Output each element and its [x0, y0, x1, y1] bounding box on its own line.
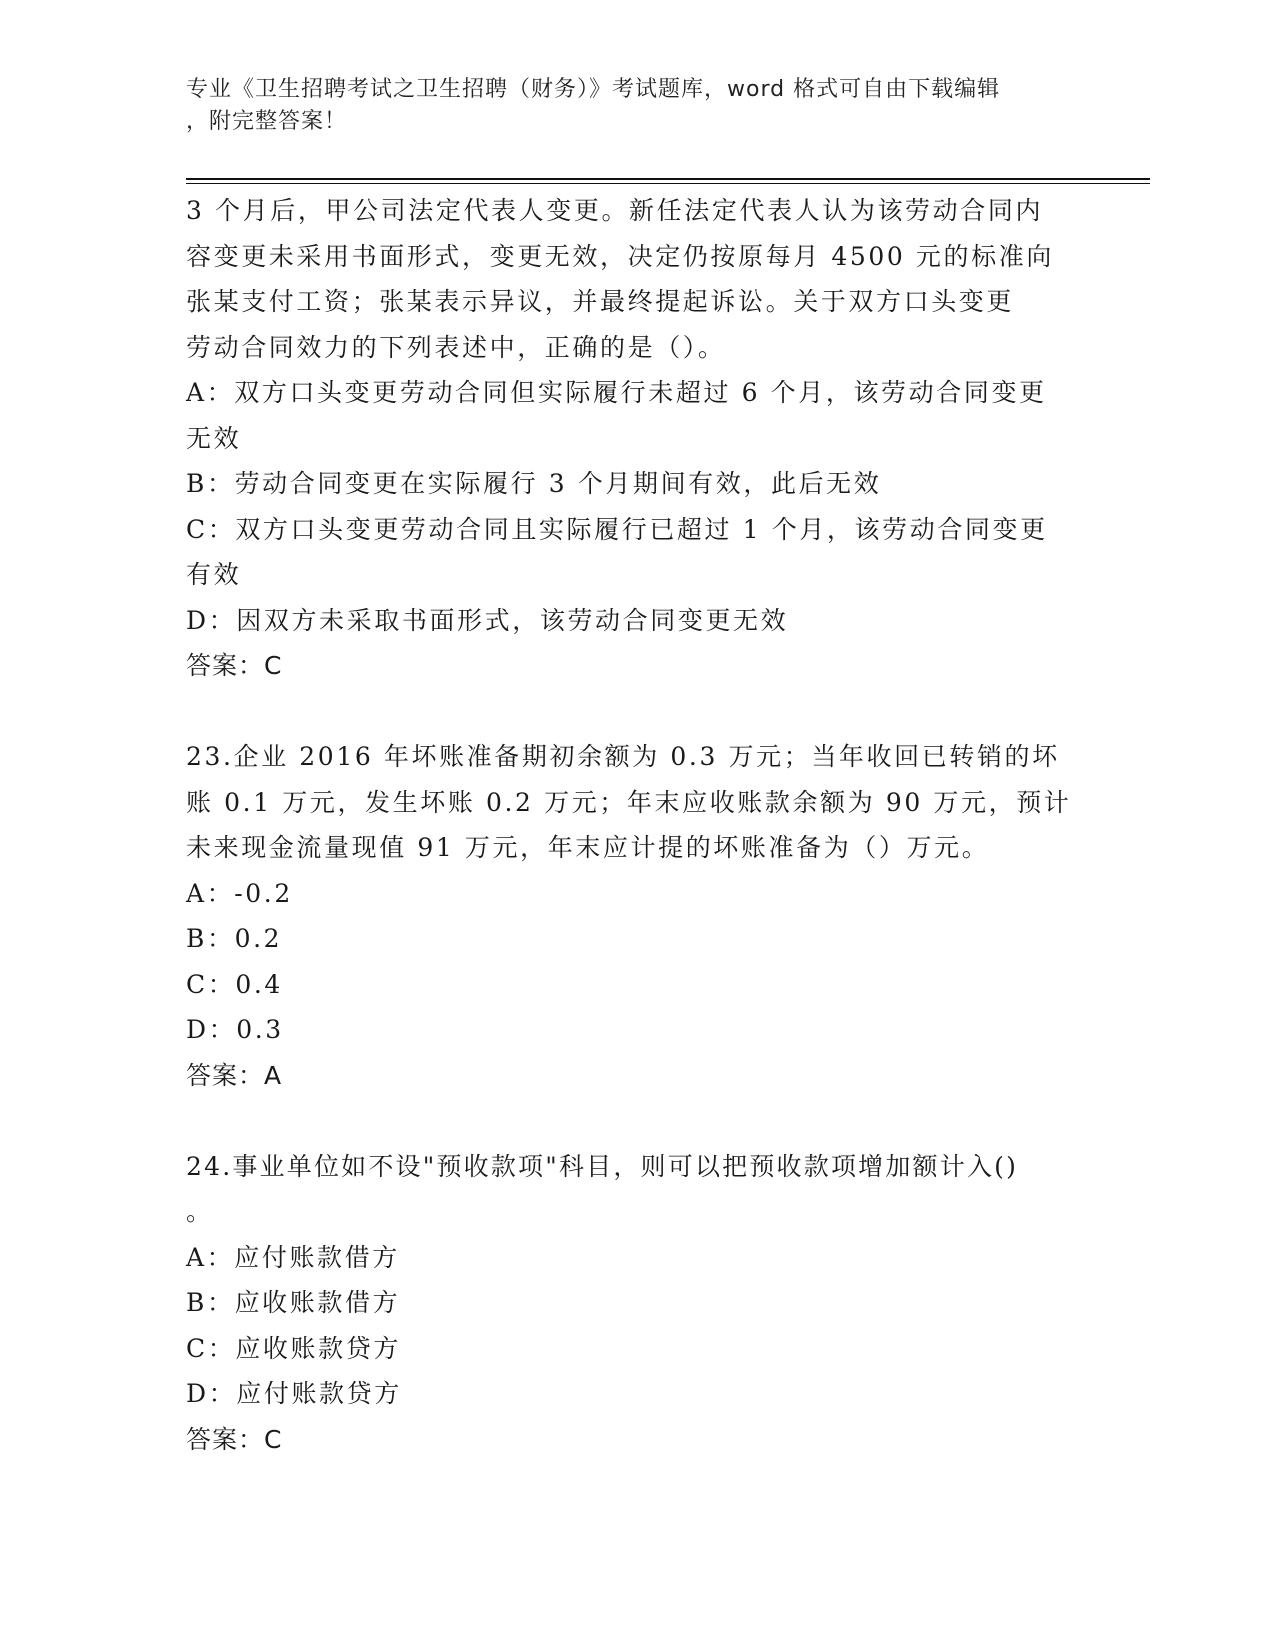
- question-content: [186, 188, 1076, 1462]
- question-stem-line: 3 个月后，甲公司法定代表人变更。新任法定代表人认为该劳动合同内: [186, 196, 1044, 225]
- option-c: C：应收账款贷方: [186, 1333, 401, 1363]
- option-c: C：双方口头变更劳动合同且实际履行已超过 1 个月，该劳动合同变更: [186, 514, 1048, 544]
- option-a: A：双方口头变更劳动合同但实际履行未超过 6 个月，该劳动合同变更: [186, 378, 1047, 407]
- option-b: B：应收账款借方: [186, 1288, 401, 1317]
- question-stem-line: 劳动合同效力的下列表述中，正确的是（）。: [186, 332, 726, 362]
- answer-line: 答案：A: [186, 1060, 283, 1090]
- option-b: B：劳动合同变更在实际履行 3 个月期间有效，此后无效: [186, 469, 882, 498]
- header-line-2: ，附完整答案！: [186, 109, 348, 134]
- answer-line: 答案：C: [186, 651, 283, 680]
- option-a: A：-0.2: [186, 878, 293, 908]
- question-22: [186, 188, 1076, 689]
- answer-line: 答案：C: [186, 1424, 283, 1454]
- question-stem-line: 容变更未采用书面形式，变更无效，决定仍按原每月 4500 元的标准向: [186, 241, 1054, 271]
- option-d: D：应付账款贷方: [186, 1379, 402, 1408]
- option-d: D：因双方未采取书面形式，该劳动合同变更无效: [186, 605, 789, 635]
- option-a: A：应付账款借方: [186, 1242, 400, 1272]
- header-divider-thick: [186, 178, 1150, 180]
- question-stem-line: 未来现金流量现值 91 万元，年末应计提的坏账准备为（）万元。: [186, 833, 990, 862]
- option-d: D：0.3: [186, 1015, 284, 1044]
- option-b: B：0.2: [186, 924, 283, 953]
- question-stem-line: 23.企业 2016 年坏账准备期初余额为 0.3 万元；当年收回已转销的坏: [186, 742, 1060, 771]
- option-c-continued: 有效: [186, 560, 242, 589]
- question-23: [186, 734, 1076, 1098]
- question-stem-line: 24.事业单位如不设"预收款项"科目，则可以把预收款项增加额计入(): [186, 1151, 1019, 1181]
- question-spacer: [186, 1098, 1076, 1144]
- header-line-1: 专业《卫生招聘考试之卫生招聘（财务）》考试题库，word 格式可自由下载编辑: [186, 77, 1001, 102]
- header-divider-thin: [186, 183, 1150, 184]
- question-spacer: [186, 689, 1076, 735]
- option-c: C：0.4: [186, 969, 283, 999]
- option-a-continued: 无效: [186, 423, 242, 453]
- question-stem-line: 。: [186, 1197, 214, 1226]
- question-stem-line: 账 0.1 万元，发生坏账 0.2 万元；年末应收账款余额为 90 万元，预计: [186, 787, 1072, 817]
- document-header: [186, 74, 1066, 138]
- question-stem-line: 张某支付工资；张某表示异议，并最终提起诉讼。关于双方口头变更: [186, 287, 1015, 316]
- question-24: [186, 1144, 1076, 1463]
